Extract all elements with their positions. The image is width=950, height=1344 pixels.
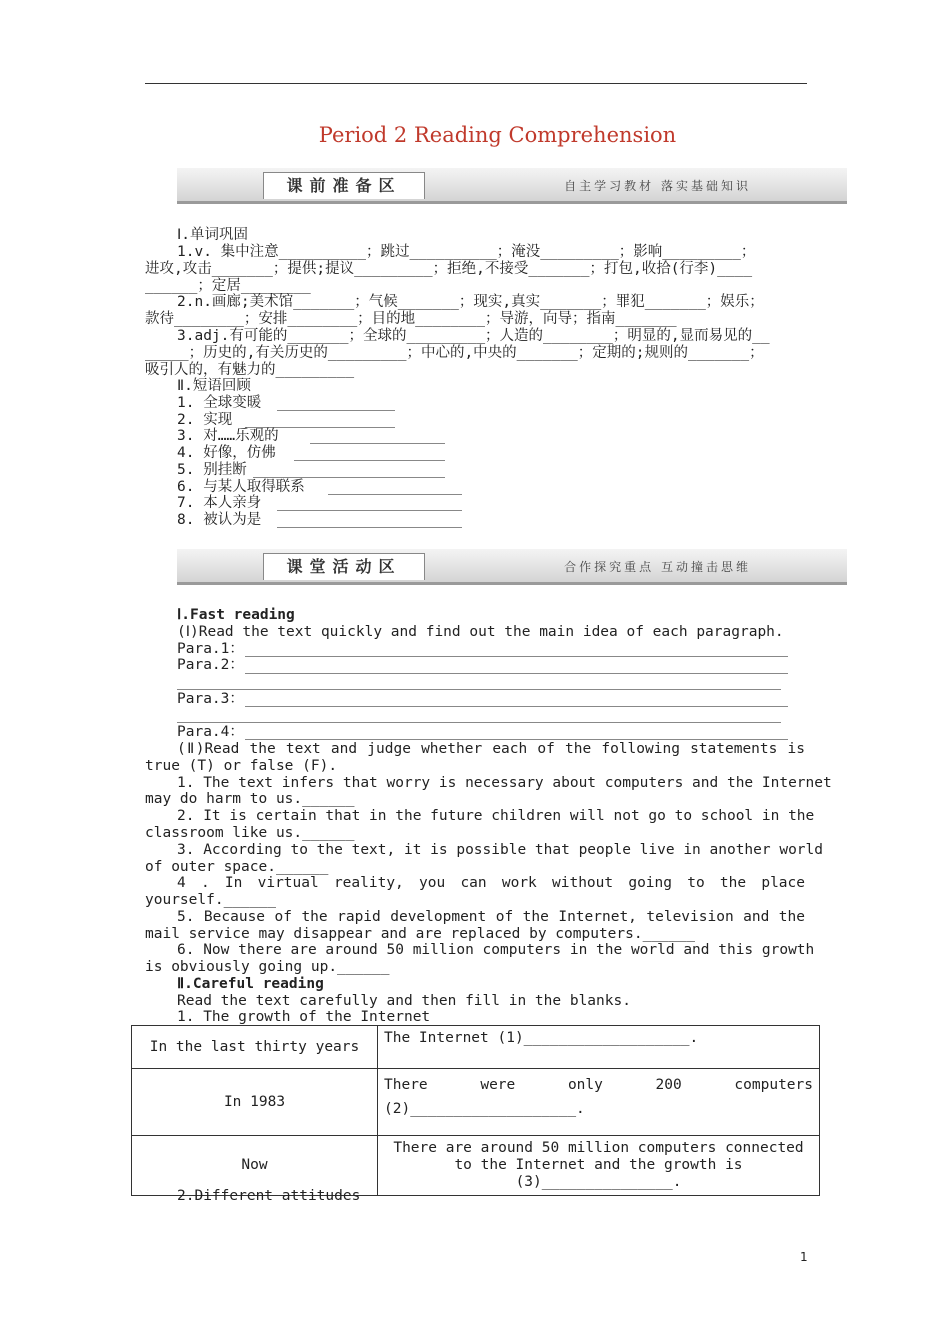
- answer-blank[interactable]: [177, 689, 781, 690]
- table-row: [132, 1136, 820, 1196]
- fast-reading-heading: Ⅰ.Fast reading: [177, 607, 295, 623]
- phrase-item: 3. 对……乐观的: [177, 428, 279, 444]
- question-text: (Ⅱ)Read the text and judge whether each of the following statements is: [177, 741, 805, 757]
- vocab-line: 3.adj.有可能的_______；全球的_________；人造的________；明显的,显而易见的__: [177, 328, 770, 344]
- subheading: 2.Different attitudes: [177, 1188, 361, 1204]
- para-label: Para.1：: [177, 641, 244, 657]
- vocab-line: 吸引人的，有魅力的_________: [145, 362, 355, 378]
- banner-tab-label: 课前准备区: [263, 172, 425, 199]
- statement-text: yourself.______: [145, 892, 276, 908]
- subheading: 1. The growth of the Internet: [177, 1009, 431, 1025]
- answer-blank[interactable]: [294, 460, 445, 461]
- page-number: 1: [800, 1250, 808, 1264]
- table-cell: In 1983: [132, 1069, 378, 1136]
- statement-text: 3. According to the text, it is possible that people live in another world: [177, 842, 824, 858]
- vocab-heading: Ⅰ.单词巩固: [177, 227, 249, 243]
- phrase-item: 8. 被认为是: [177, 512, 262, 528]
- statement-text: 6. Now there are around 50 million computers in the world and this growth: [177, 942, 815, 958]
- table-cell: There are around 50 million computers connected to the Internet and the growth is (3)_______________.: [378, 1136, 820, 1196]
- page-title: Period 2 Reading Comprehension: [318, 123, 677, 147]
- statement-text: may do harm to us.______: [145, 791, 355, 807]
- answer-blank[interactable]: [277, 527, 462, 528]
- table-cell: In the last thirty years: [132, 1026, 378, 1069]
- vocab-line: 款待________；安排________；目的地________；导游，向导；指南_______: [145, 311, 677, 327]
- para-label: Para.2：: [177, 657, 244, 673]
- statement-text: 2. It is certain that in the future children will not go to school in the: [177, 808, 815, 824]
- vocab-line: 1.v. 集中注意__________；跳过__________；淹没_________；影响_________；: [177, 244, 756, 260]
- statement-text: is obviously going up.______: [145, 959, 390, 975]
- answer-blank[interactable]: [310, 443, 445, 444]
- banner-subtitle: 合作探究重点 互动撞击思维: [564, 560, 751, 574]
- statement-text: 5. Because of the rapid development of the Internet, television and the: [177, 909, 805, 925]
- phrase-item: 5. 别挂断: [177, 462, 247, 478]
- growth-table: [131, 1025, 820, 1196]
- statement-text: mail service may disappear and are replaced by computers.______: [145, 926, 695, 942]
- section-banner-classroom: [177, 549, 847, 585]
- vocab-line: _____；历史的,有关历史的_________；中心的,中央的_______；定期的;规则的_______；: [145, 345, 764, 361]
- answer-blank[interactable]: [245, 739, 788, 740]
- table-cell: The Internet (1)___________________.: [378, 1026, 820, 1069]
- section-banner-preparation: [177, 168, 847, 204]
- table-cell: [378, 1069, 820, 1136]
- para-label: Para.3：: [177, 691, 244, 707]
- banner-tab-label: 课堂活动区: [263, 553, 425, 580]
- answer-blank[interactable]: [277, 510, 462, 511]
- question-text: true (T) or false (F).: [145, 758, 338, 774]
- para-label: Para.4：: [177, 724, 244, 740]
- careful-reading-heading: Ⅱ.Careful reading: [177, 976, 324, 992]
- answer-blank[interactable]: [245, 673, 788, 674]
- phrase-item: 6. 与某人取得联系: [177, 479, 305, 495]
- table-row: [132, 1026, 820, 1069]
- vocab-line: ______；定居________: [145, 278, 311, 294]
- statement-text: 1. The text infers that worry is necessary about computers and the Internet: [177, 775, 832, 791]
- phrase-item: 7. 本人亲身: [177, 495, 262, 511]
- answer-blank[interactable]: [253, 477, 445, 478]
- answer-blank[interactable]: [277, 410, 395, 411]
- instruction-text: Read the text carefully and then fill in the blanks.: [177, 993, 631, 1009]
- phrases-heading: Ⅱ.短语回顾: [177, 378, 251, 394]
- table-row: [132, 1069, 820, 1136]
- phrase-item: 2. 实现: [177, 412, 233, 428]
- cell-text: There were only 200 computers (2)___________________.: [384, 1077, 813, 1117]
- vocab-line: 进攻,攻击_______；提供;提议_________；拒绝,不接受_______；打包,收拾(行李)____: [145, 261, 753, 277]
- phrase-item: 1. 全球变暖: [177, 395, 262, 411]
- answer-blank[interactable]: [245, 706, 788, 707]
- banner-subtitle: 自主学习教材 落实基础知识: [564, 179, 751, 193]
- top-rule: [145, 83, 807, 84]
- question-text: (Ⅰ)Read the text quickly and find out the main idea of each paragraph.: [177, 624, 784, 640]
- statement-text: classroom like us.______: [145, 825, 355, 841]
- table-cell: Now: [132, 1136, 378, 1196]
- answer-blank[interactable]: [177, 722, 781, 723]
- vocab-line: 2.n.画廊;美术馆_______；气候_______；现实,真实_______；罪犯_______；娱乐；: [177, 294, 764, 310]
- phrase-item: 4. 好像，仿佛: [177, 445, 276, 461]
- statement-text: 4 . In virtual reality, you can work without going to the place: [177, 875, 805, 891]
- statement-text: of outer space.______: [145, 859, 329, 875]
